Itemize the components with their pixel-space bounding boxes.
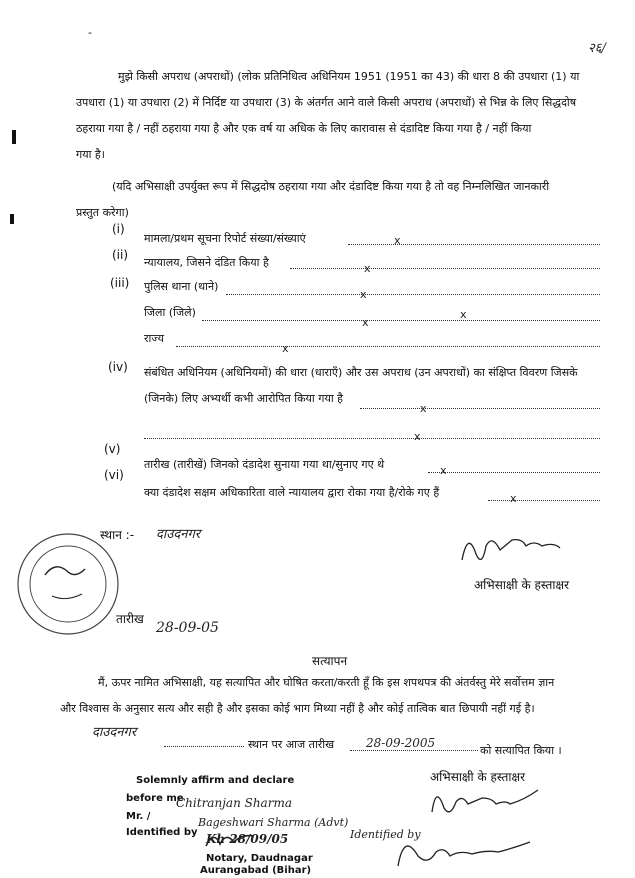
notary-line3-hand: Chitranjan Sharma — [176, 796, 292, 810]
item-iii-police-cross: x — [360, 288, 367, 301]
para1-line2: उपधारा (1) या उपधारा (2) में निर्दिष्ट या उपधारा (3) के अंतर्गत आने वाले किसी अपराध (अपराधों) से भिन्न के लिए सिद्धदोष — [76, 96, 577, 109]
notary-line6: Aurangabad (Bihar) — [200, 865, 312, 876]
item-iv-cross1: x — [420, 402, 427, 415]
item-ii-text: न्यायालय, जिसने दंडित किया है — [144, 256, 269, 269]
para2-line2: प्रस्तुत करेगा) — [76, 206, 129, 219]
verification-line1: मैं, ऊपर नामित अभिसाक्षी, यह सत्यापित और घोषित करता/करती हूँ कि इस शपथपत्र की अंतर्वस्तु मेरे सर्वोत्तम ज्ञान — [98, 676, 555, 689]
para1-line3: ठहराया गया है / नहीं ठहराया गया है और एक वर्ष या अधिक के लिए कारावास से दंडादिष्ट किया गया है / नहीं किया — [76, 122, 532, 135]
item-v-cross: x — [440, 464, 447, 477]
item-iii-district-cross: x — [362, 316, 369, 329]
verification-title: सत्यापन — [312, 654, 348, 668]
verification-line2: और विश्वास के अनुसार सत्य और सही है और इसका कोई भाग मिथ्या नहीं है और कोई तात्विक बात छिपायी नहीं गई है। — [60, 702, 535, 715]
verification-place-blank — [164, 746, 244, 747]
header-mark: - — [88, 26, 92, 39]
item-iv-line1: संबंधित अधिनियम (अधिनियमों) की धारा (धाराएँ) और उस अपराध (उन अपराधों) का संक्षिप्त विवरण जिसके — [144, 366, 578, 379]
item-iii-district: जिला (जिले) — [144, 306, 196, 319]
page-number: २६/ — [588, 41, 606, 56]
item-v-number: (v) — [104, 442, 121, 456]
place-label: स्थान :- — [100, 528, 135, 542]
notary-line3-prefix: Mr. / — [126, 811, 151, 822]
notary-line2: before me — [126, 793, 184, 804]
notary-signature: Kh 28/09/05 — [206, 832, 289, 846]
item-iii-number: (iii) — [110, 276, 130, 290]
item-ii-cross: x — [364, 262, 371, 275]
item-vi-cross: x — [510, 492, 517, 505]
verification-mid: स्थान पर आज तारीख — [248, 738, 335, 751]
item-i-cross: x — [394, 234, 401, 247]
para1-line4: गया है। — [76, 148, 105, 161]
item-ii-number: (ii) — [112, 248, 129, 262]
para1-line1: मुझे किसी अपराध (अपराधों) (लोक प्रतिनिधित्व अधिनियम 1951 (1951 का 43) की धारा 8 की उपधारा (1) या — [118, 70, 580, 83]
verification-date: 28-09-2005 — [366, 736, 436, 750]
item-i-text: मामला/प्रथम सूचना रिपोर्ट संख्या/संख्याएं — [144, 232, 306, 245]
item-iii-district-cross2: x — [460, 308, 467, 321]
applicant-signature-caption: अभिसाक्षी के हस्ताक्षर — [474, 578, 569, 592]
verification-signature-caption: अभिसाक्षी के हस्ताक्षर — [430, 770, 525, 784]
verification-date-blank — [350, 750, 478, 751]
item-vi-number: (vi) — [104, 468, 124, 482]
item-iii-state: राज्य — [144, 332, 165, 345]
notary-line5: Notary, Daudnagar — [206, 853, 313, 864]
identified-by-label: Identified by — [350, 828, 421, 841]
verification-end: को सत्यापित किया । — [480, 744, 562, 757]
date-value: 28-09-05 — [156, 620, 219, 636]
item-iv-cross2: x — [414, 430, 421, 443]
date-label: तारीख — [116, 612, 144, 626]
item-iv-line2: (जिनके) लिए अभ्यर्थी कभी आरोपित किया गया है — [144, 392, 344, 405]
notary-line4-prefix: Identified by — [126, 827, 198, 838]
item-iii-state-cross: x — [282, 342, 289, 355]
item-vi-text: क्या दंडादेश सक्षम अधिकारिता वाले न्यायालय द्वारा रोका गया है/रोके गए हैं — [144, 486, 440, 499]
para2-line1: (यदि अभिसाक्षी उपर्युक्त रूप में सिद्धदोष ठहराया गया और दंडादिष्ट किया गया है तो वह निम्नलिखित जानकारी — [112, 180, 550, 193]
item-v-text: तारीख (तारीखें) जिनको दंडादेश सुनाया गया था/सुनाए गए थे — [144, 458, 385, 471]
verification-place: दाउदनगर — [92, 725, 137, 740]
item-iv-number: (iv) — [108, 360, 128, 374]
notary-line4-hand: Bageshwari Sharma (Advt) — [198, 816, 349, 829]
item-i-number: (i) — [112, 222, 125, 236]
item-iii-police: पुलिस थाना (थाने) — [144, 280, 219, 293]
notary-line1: Solemnly affirm and declare — [136, 775, 295, 786]
place-value: दाउदनगर — [156, 527, 201, 542]
